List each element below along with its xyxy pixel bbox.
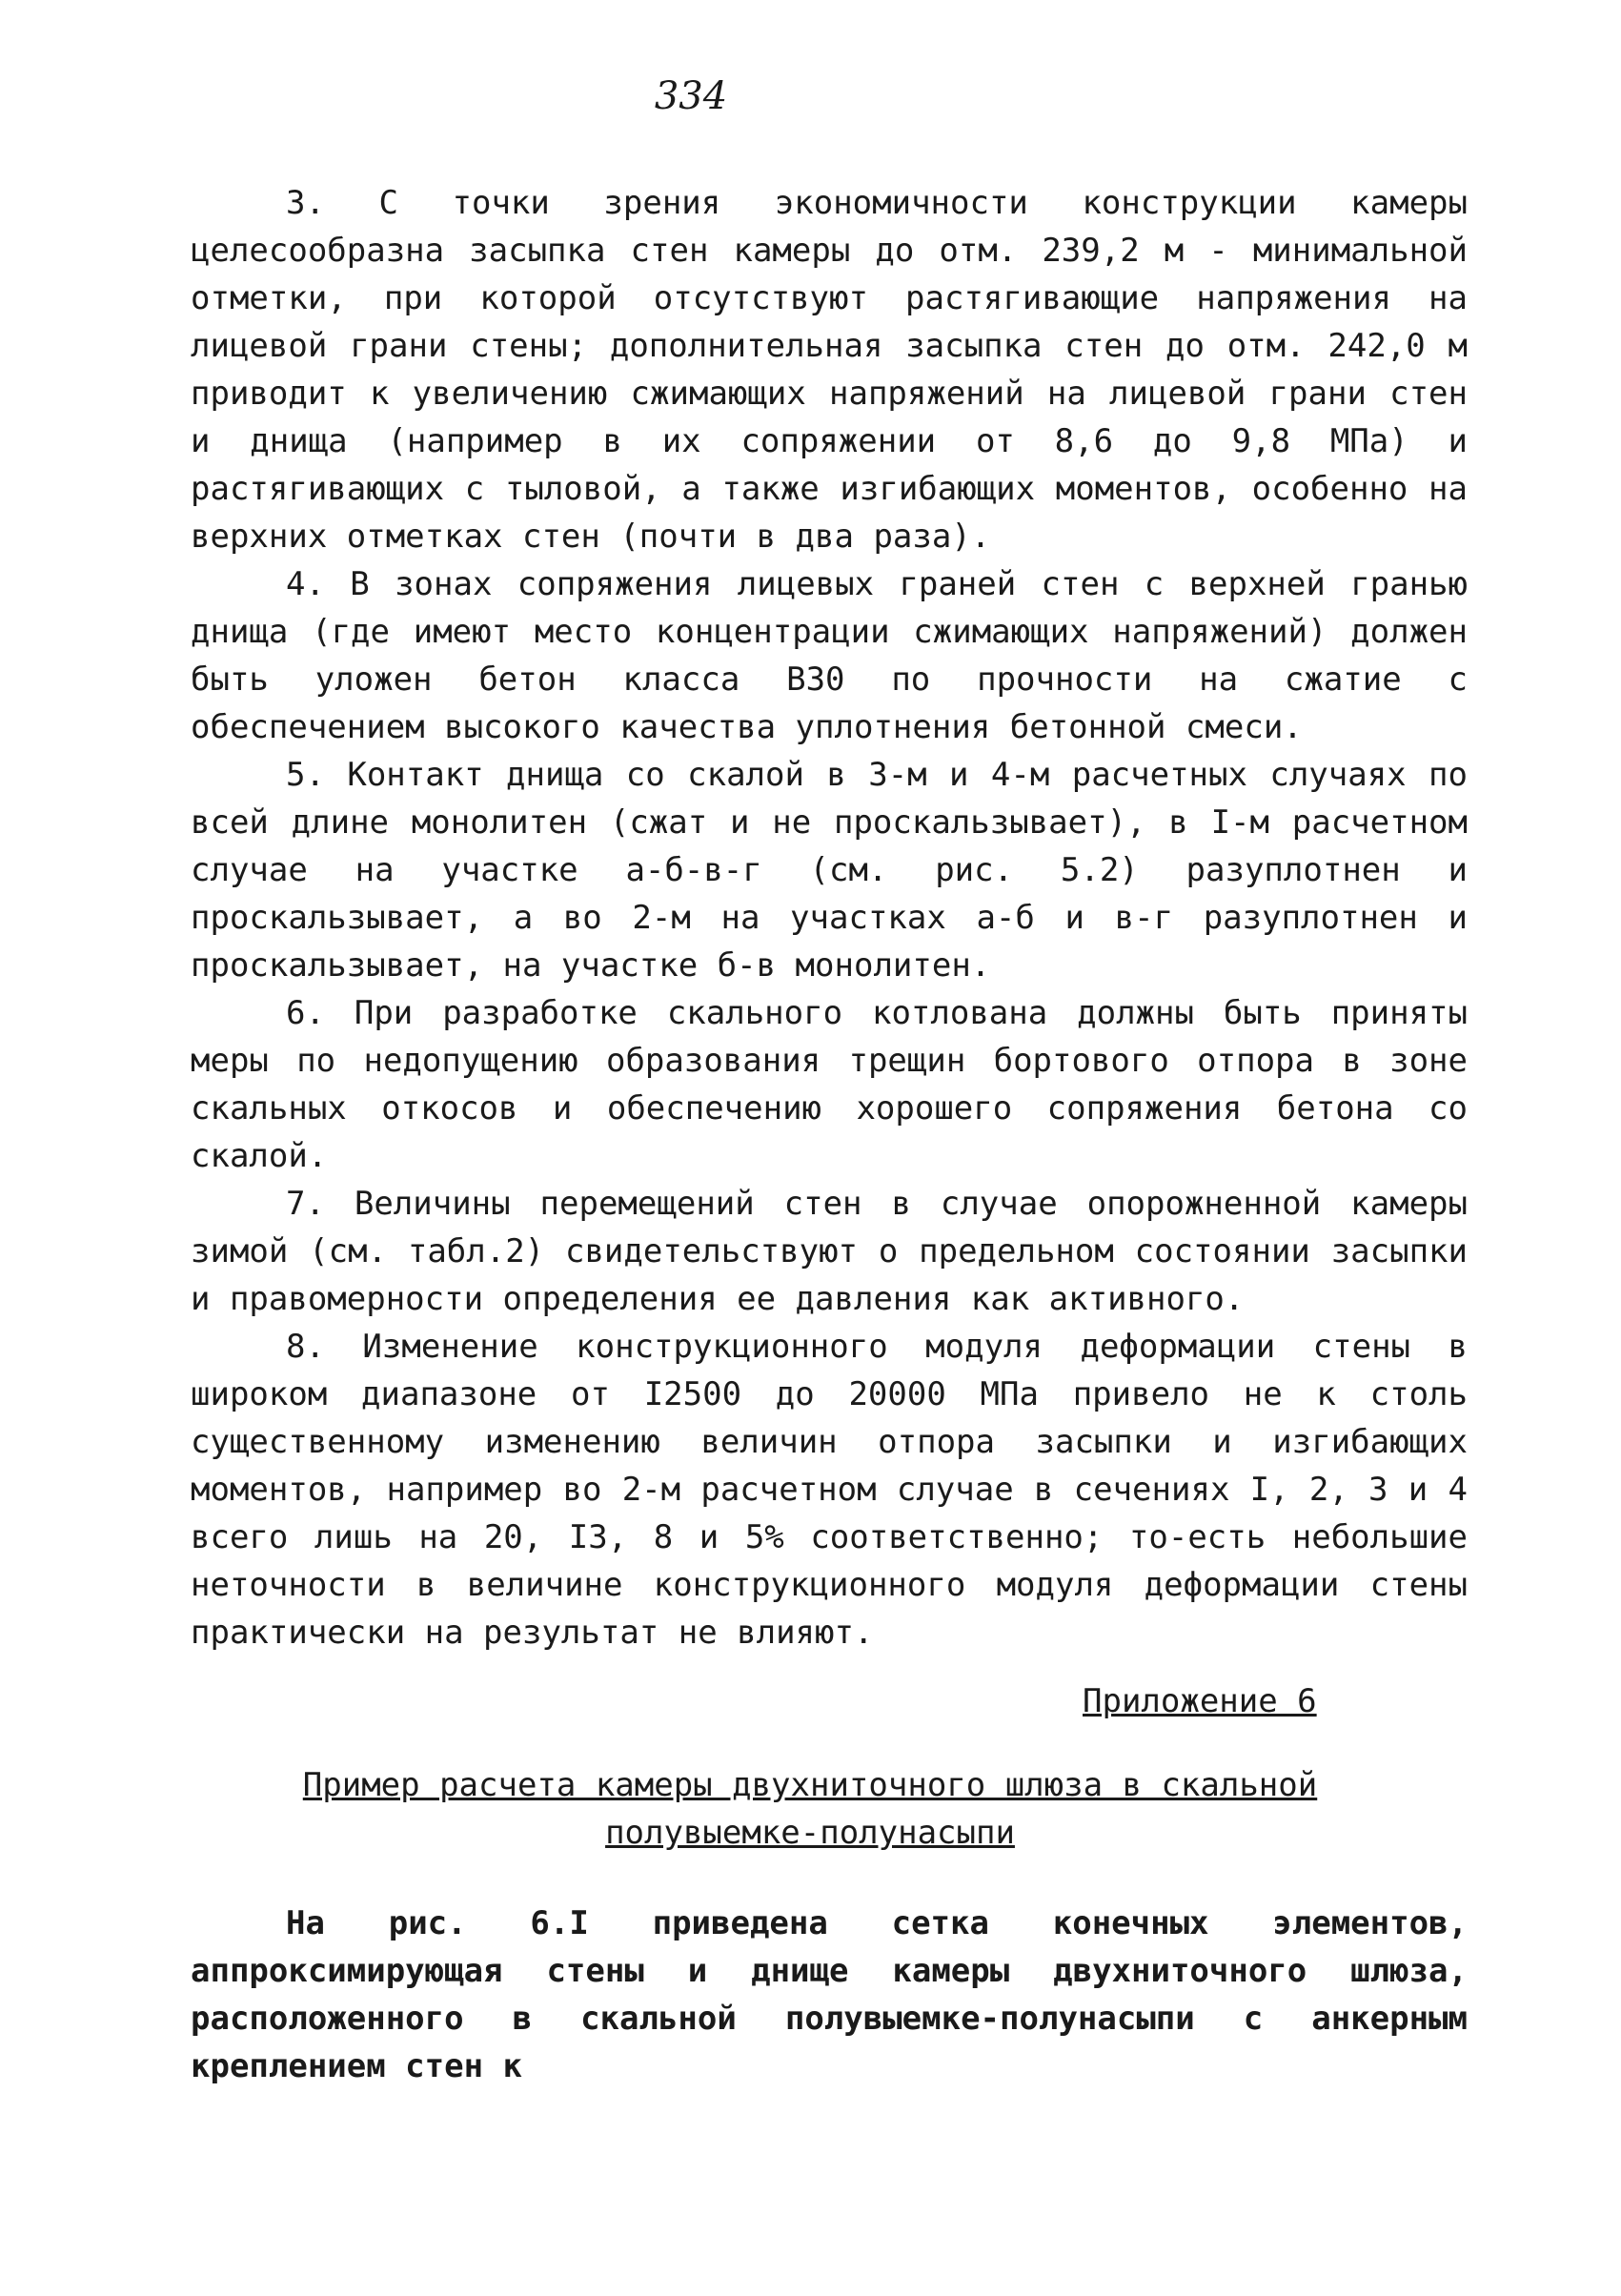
paragraph-3: 3. С точки зрения экономичности конструкции камеры целесообразна засыпка стен камеры до отм. 239,2 м - минимальной отметки, при которой отсутствуют растягивающие напряжения на лицевой грани стены; дополнительная засыпка стен до отм. 242,0 м приводит к увеличению сжимающих напряжений на лицевой грани стен и днища (например в их сопряжении от 8,6 до 9,8 МПа) и растягивающих с тыловой, а также изгибающих моментов, особенно на верхних отметках стен (почти в два раза).: [191, 184, 1468, 556]
paragraph-8: 8. Изменение конструкционного модуля деформации стены в широком диапазоне от I2500 до 20000 МПа привело не к столь существенному изменению величин отпора засыпки и изгибающих моментов, например во 2-м расчетном случае в сечениях I, 2, 3 и 4 всего лишь на 20, I3, 8 и 5% соответственно; то-есть небольшие неточности в величине конструкционного модуля деформации стены практически на результат не влияют.: [191, 1328, 1468, 1652]
section-title-line-2: полувыемке-полунасыпи: [605, 1814, 1015, 1852]
paragraph-7: 7. Величины перемещений стен в случае опорожненной камеры зимой (см. табл.2) свидетельствуют о предельном состоянии засыпки и правомерности определения ее давления как активного.: [191, 1185, 1468, 1318]
appendix-label: Приложение 6: [1083, 1682, 1317, 1720]
body-text: [191, 179, 1468, 1656]
section-title-line-1: Пример расчета камеры двухниточного шлюза в скальной: [302, 1766, 1318, 1804]
page-number: 334: [654, 74, 728, 118]
paragraph-6: 6. При разработке скального котлована должны быть приняты меры по недопущению образования трещин бортового отпора в зоне скальных откосов и обеспечению хорошего сопряжения бетона со скалой.: [191, 994, 1468, 1175]
paragraph-4: 4. В зонах сопряжения лицевых граней стен с верхней гранью днища (где имеют место концентрации сжимающих напряжений) должен быть уложен бетон класса В30 по прочности на сжатие с обеспечением высокого качества уплотнения бетонной смеси.: [191, 565, 1468, 746]
section-title: [276, 1761, 1344, 1857]
final-paragraph: На рис. 6.I приведена сетка конечных элементов, аппроксимирующая стены и днище камеры двухниточного шлюза, расположенного в скальной полувыемке-полунасыпи с анкерным креплением стен к: [191, 1904, 1468, 2085]
final-paragraph-block: [191, 1900, 1468, 2090]
paragraph-5: 5. Контакт днища со скалой в 3-м и 4-м расчетных случаях по всей длине монолитен (сжат и не проскальзывает), в I-м расчетном случае на участке а-б-в-г (см. рис. 5.2) разуплотнен и проскальзывает, а во 2-м на участках а-б и в-г разуплотнен и проскальзывает, на участке б-в монолитен.: [191, 756, 1468, 985]
